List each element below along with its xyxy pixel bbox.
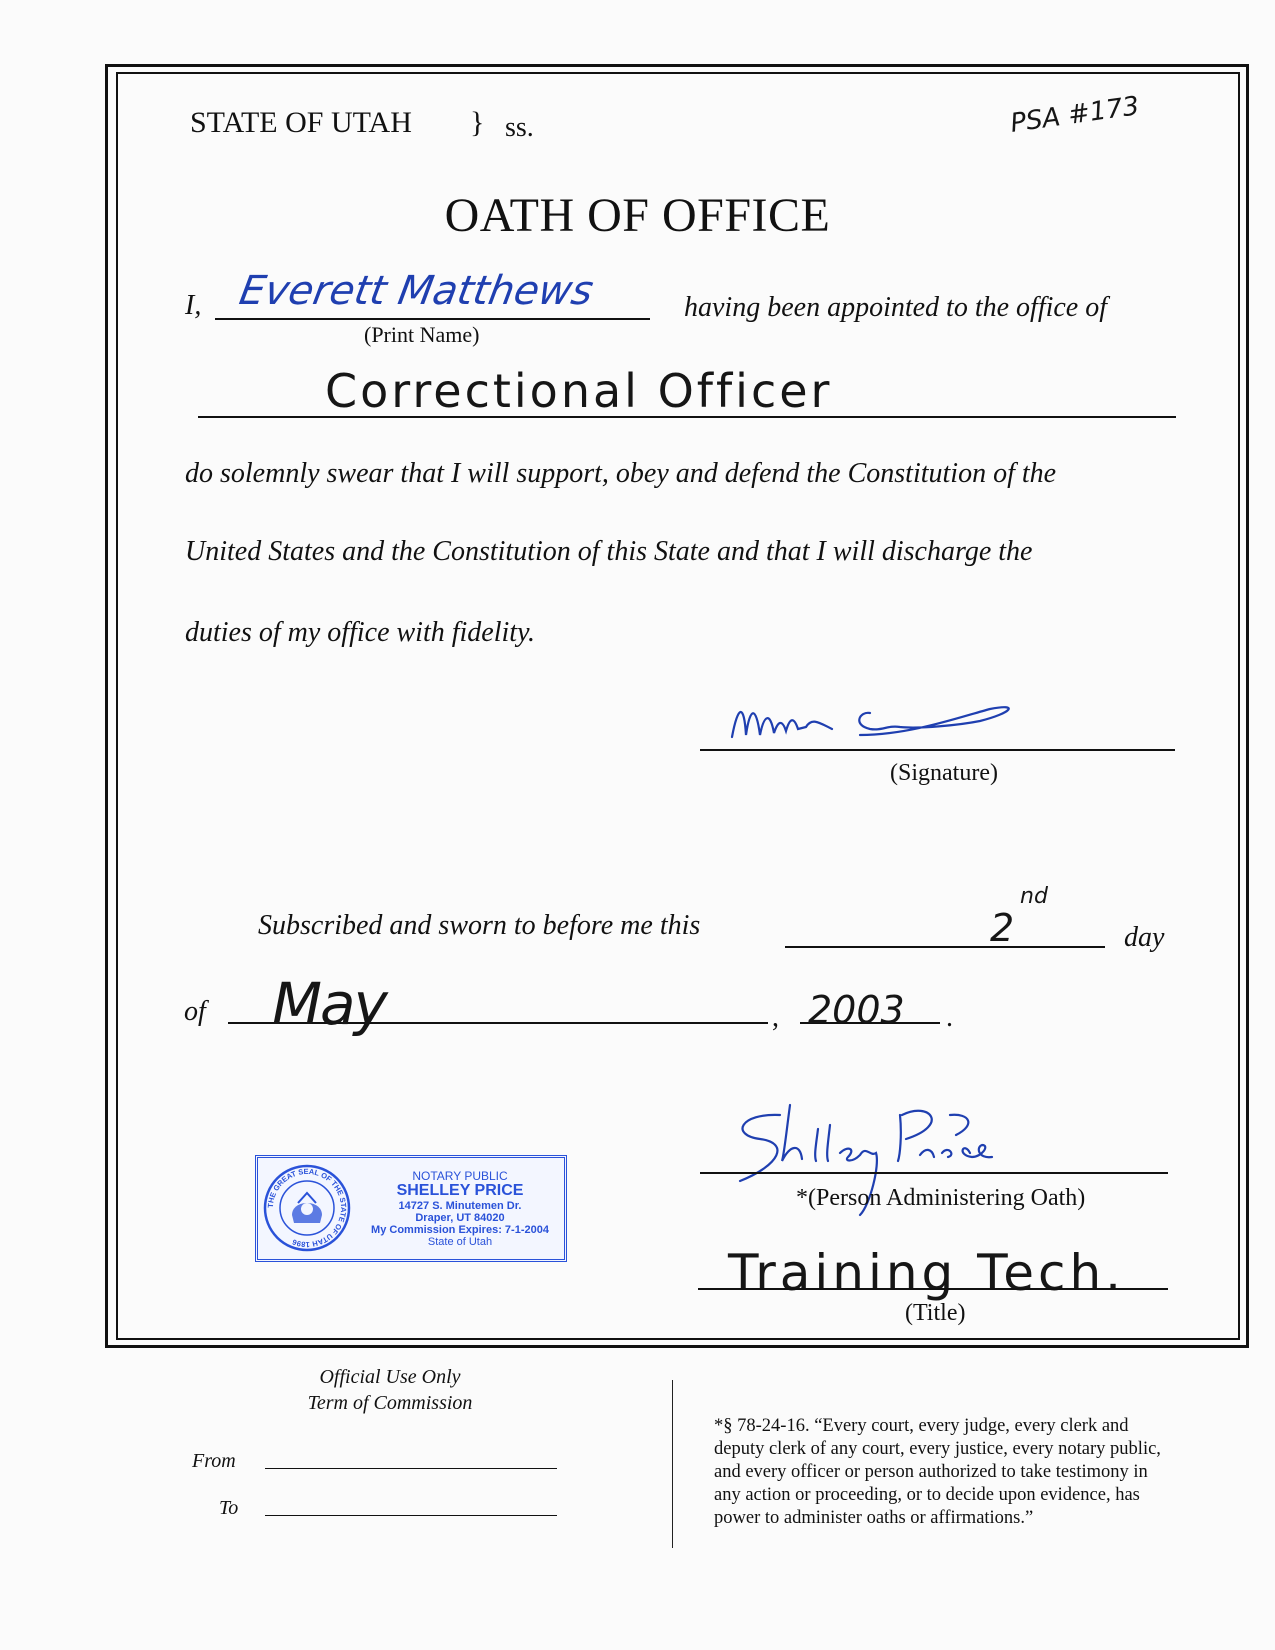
printed-name: Everett Matthews [235,268,597,314]
signature-line [700,749,1175,751]
footer-divider [672,1380,673,1548]
oath-taker-signature [720,695,1080,755]
reference-number: PSA #173 [1008,91,1142,139]
to-label: To [219,1497,239,1519]
term-heading: Term of Commission [307,1392,473,1414]
day-label: day [1124,922,1165,953]
ss-label: ss. [505,112,534,143]
year-value: 2003 [808,988,905,1032]
month-value: May [272,970,386,1038]
state-seal-icon [262,1163,352,1253]
stamp-line-1: NOTARY PUBLIC [412,1169,508,1183]
footnote-line-3: and every officer or person authorized to take testimony in [714,1462,1148,1482]
office-lead-text: having been appointed to the office of [684,292,1108,323]
from-label: From [192,1450,236,1472]
office-value: Correctional Officer [325,364,833,418]
stamp-line-2: SHELLEY PRICE [396,1182,524,1199]
title-value: Training Tech. [728,1244,1126,1302]
of-label: of [184,996,206,1027]
print-name-caption: (Print Name) [364,322,480,347]
stamp-line-5: My Commission Expires: 7-1-2004 [371,1224,549,1236]
day-line [785,946,1105,948]
footnote-line-5: power to administer oaths or affirmations.” [714,1508,1034,1528]
to-line [265,1515,557,1516]
title-caption: (Title) [905,1300,966,1326]
sworn-lead-text: Subscribed and sworn to before me this [258,910,701,941]
oath-line-2: United States and the Constitution of this State and that I will discharge the [185,536,1033,567]
state-label: STATE OF UTAH [190,106,412,139]
period: . [946,1002,953,1033]
footnote-line-1: *§ 78-24-16. “Every court, every judge, every clerk and [714,1416,1129,1436]
seal-ring-text: THE GREAT SEAL OF THE STATE OF UTAH 1896 [265,1166,349,1250]
day-value: 2 [990,906,1015,950]
statute-footnote [714,1415,1161,1530]
official-use-heading: Official Use Only [319,1366,461,1388]
from-line [265,1468,557,1469]
document-title: OATH OF OFFICE [444,189,831,242]
administrator-caption: *(Person Administering Oath) [796,1185,1086,1211]
comma: , [772,1002,779,1033]
oath-line-3: duties of my office with fidelity. [185,617,535,648]
footnote-line-4: any action or proceeding, or to decide upon evidence, has [714,1485,1140,1505]
brace: } [470,106,485,139]
title-line [698,1288,1168,1290]
name-line [215,318,650,320]
footnote-line-2: deputy clerk of any court, every justice, every notary public, [714,1439,1161,1459]
stamp-line-4: Draper, UT 84020 [415,1212,505,1224]
oath-line-1: do solemnly swear that I will support, obey and defend the Constitution of the [185,458,1057,489]
signature-caption: (Signature) [890,760,998,786]
office-line [198,416,1176,418]
stamp-line-3: 14727 S. Minutemen Dr. [398,1200,522,1212]
stamp-line-6: State of Utah [427,1236,493,1248]
administrator-line [700,1172,1168,1174]
pronoun-label: I, [185,290,202,321]
day-suffix: nd [1020,884,1048,909]
